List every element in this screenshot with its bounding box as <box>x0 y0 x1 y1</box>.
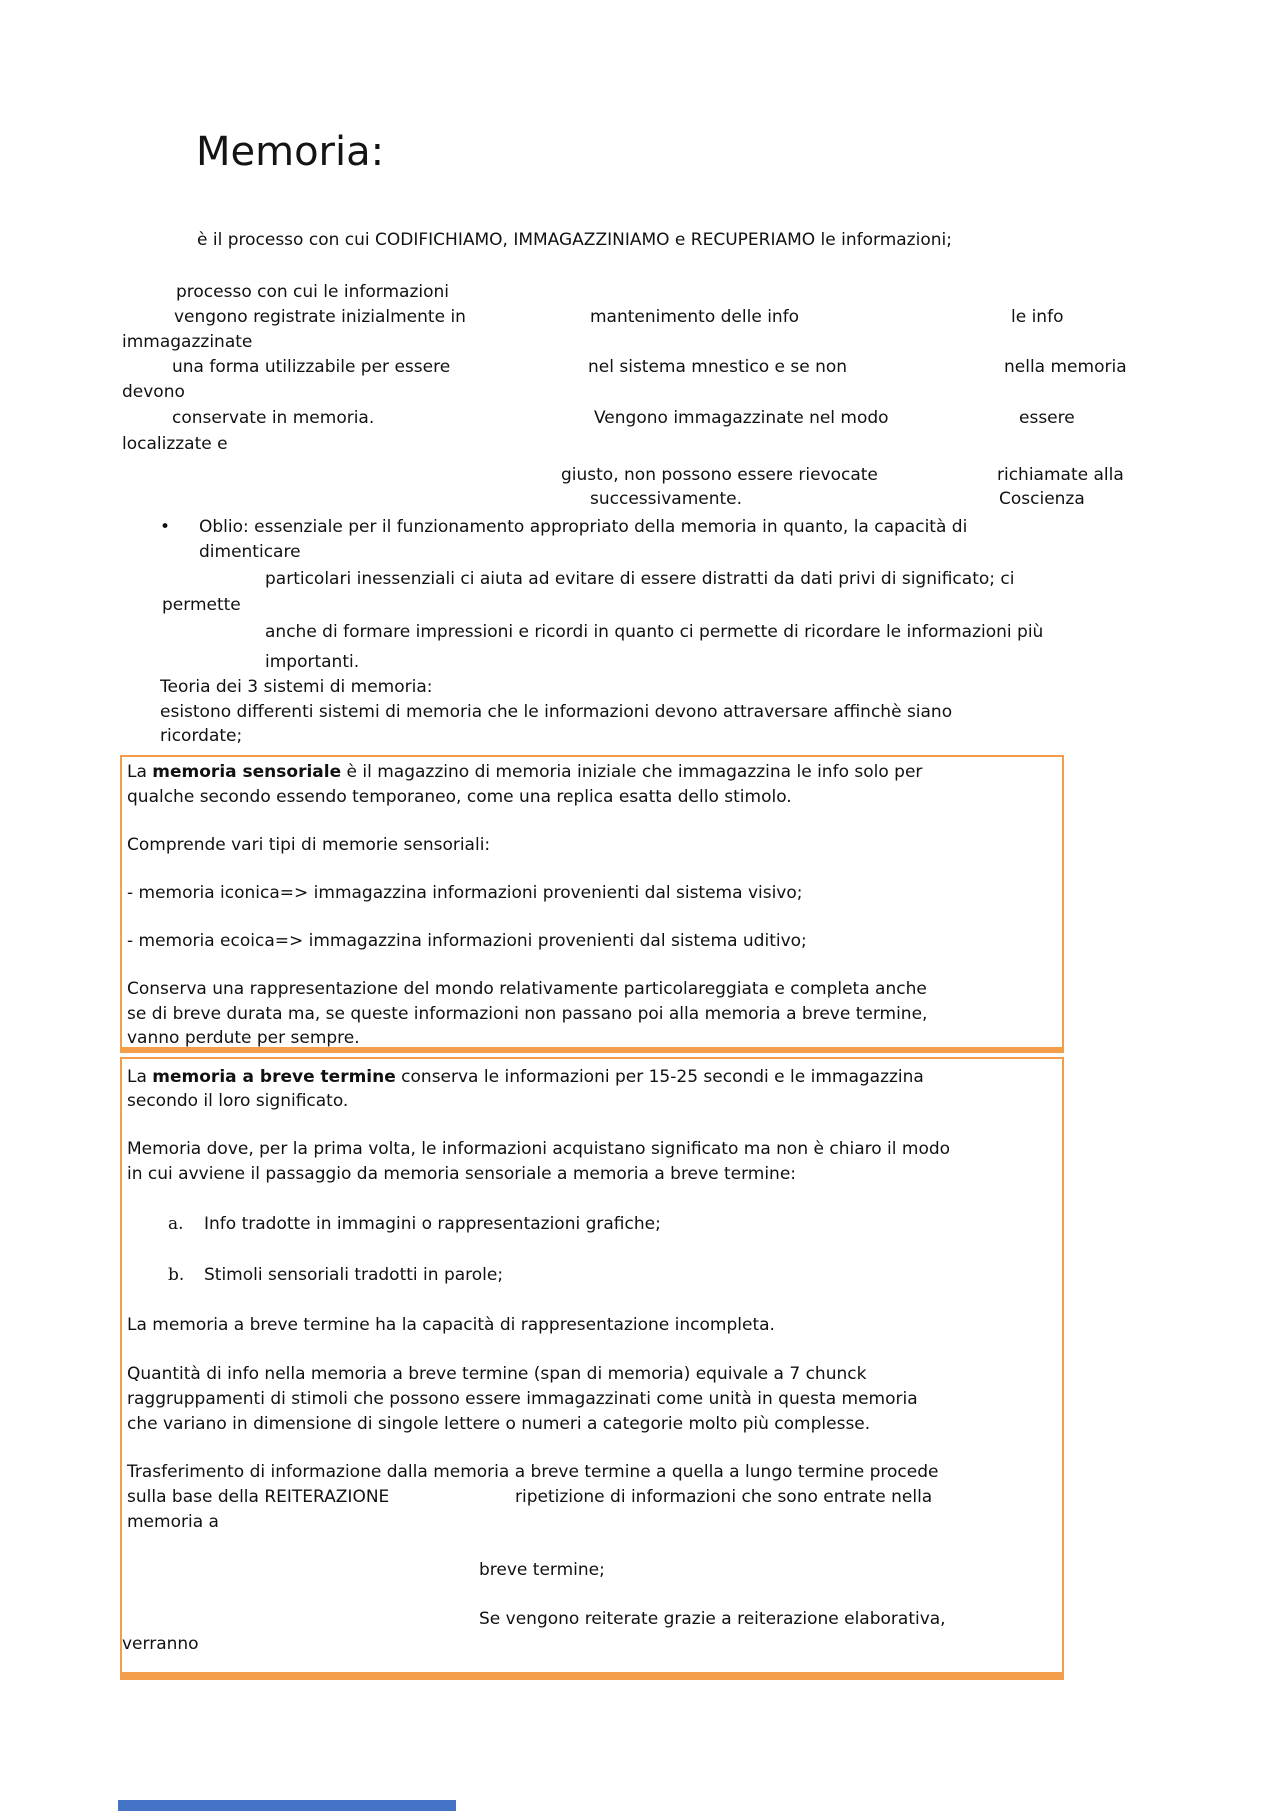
list-item-b: Stimoli sensoriali tradotti in parole; <box>204 1265 504 1285</box>
grid-cell: vengono registrate inizialmente in <box>174 307 466 327</box>
oblio-line: importanti. <box>265 652 360 672</box>
stm-text: conserva le informazioni per 15-25 secondi e le immagazzina <box>395 1067 924 1087</box>
oblio-line: permette <box>162 595 241 615</box>
grid-cell: essere <box>1019 408 1075 428</box>
teoria-line: Teoria dei 3 sistemi di memoria: <box>160 677 433 697</box>
sensory-line: qualche secondo essendo temporaneo, come una replica esatta dello stimolo. <box>127 787 792 807</box>
grid-cell: processo con cui le informazioni <box>176 282 449 302</box>
stm-line: memoria a <box>127 1512 219 1532</box>
grid-cell: devono <box>122 382 185 402</box>
list-marker-b: b. <box>168 1265 185 1285</box>
oblio-line: Oblio: essenziale per il funzionamento appropriato della memoria in quanto, la capacità di <box>199 517 968 537</box>
sensory-line: vanno perdute per sempre. <box>127 1028 360 1048</box>
stm-line: che variano in dimensione di singole lettere o numeri a categorie molto più complesse. <box>127 1414 871 1434</box>
sensory-line: - memoria iconica=> immagazzina informazioni provenienti dal sistema visivo; <box>127 883 803 903</box>
stm-line: sulla base della REITERAZIONE <box>127 1487 390 1507</box>
teoria-line: ricordate; <box>160 726 243 746</box>
stm-line: Quantità di info nella memoria a breve termine (span di memoria) equivale a 7 chunck <box>127 1364 867 1384</box>
oblio-line: dimenticare <box>199 542 301 562</box>
grid-cell: giusto, non possono essere rievocate <box>561 465 878 485</box>
grid-cell: nel sistema mnestico e se non <box>588 357 848 377</box>
grid-cell: nella memoria <box>1004 357 1127 377</box>
stm-line: raggruppamenti di stimoli che possono essere immagazzinati come unità in questa memoria <box>127 1389 918 1409</box>
list-item-a: Info tradotte in immagini o rappresentazioni grafiche; <box>204 1214 661 1234</box>
grid-cell: Coscienza <box>999 489 1085 509</box>
page-title: Memoria: <box>196 129 385 175</box>
stm-line: La memoria a breve termine ha la capacità di rappresentazione incompleta. <box>127 1315 775 1335</box>
grid-cell: richiamate alla <box>997 465 1124 485</box>
stm-line: secondo il loro significato. <box>127 1091 349 1111</box>
bullet-icon: • <box>160 517 171 537</box>
grid-cell: le info <box>1011 307 1064 327</box>
grid-cell: una forma utilizzabile per essere <box>172 357 451 377</box>
sensory-line <box>127 760 922 785</box>
list-marker-a: a. <box>168 1214 184 1234</box>
intro-line: è il processo con cui CODIFICHIAMO, IMMAGAZZINIAMO e RECUPERIAMO le informazioni; <box>197 230 952 250</box>
sensory-line: Comprende vari tipi di memorie sensoriali: <box>127 835 491 855</box>
sensory-line: Conserva una rappresentazione del mondo relativamente particolareggiata e completa anche <box>127 979 927 999</box>
bottom-blue-bar <box>118 1800 456 1811</box>
teoria-line: esistono differenti sistemi di memoria che le informazioni devono attraversare affinchè siano <box>160 702 953 722</box>
grid-cell: mantenimento delle info <box>590 307 800 327</box>
grid-cell: localizzate e <box>122 434 228 454</box>
sensory-text: La <box>127 762 153 782</box>
oblio-line: particolari inessenziali ci aiuta ad evitare di essere distratti da dati privi di significato; ci <box>265 569 1015 589</box>
sensory-line: - memoria ecoica=> immagazzina informazioni provenienti dal sistema uditivo; <box>127 931 807 951</box>
grid-cell: successivamente. <box>590 489 743 509</box>
stm-line: Se vengono reiterate grazie a reiterazione elaborativa, <box>479 1609 946 1629</box>
stm-line: in cui avviene il passaggio da memoria sensoriale a memoria a breve termine: <box>127 1164 797 1184</box>
sensory-bold-term: memoria sensoriale <box>152 762 342 782</box>
stm-line <box>127 1065 924 1090</box>
sensory-text: è il magazzino di memoria iniziale che immagazzina le info solo per <box>341 762 923 782</box>
oblio-line: anche di formare impressioni e ricordi in quanto ci permette di ricordare le informazioni più <box>265 622 1044 642</box>
stm-bold-term: memoria a breve termine <box>152 1067 396 1087</box>
grid-cell: Vengono immagazzinate nel modo <box>594 408 889 428</box>
stm-line: verranno <box>122 1634 199 1654</box>
grid-cell: conservate in memoria. <box>172 408 375 428</box>
grid-cell: immagazzinate <box>122 332 253 352</box>
sensory-line: se di breve durata ma, se queste informazioni non passano poi alla memoria a breve termine, <box>127 1004 928 1024</box>
stm-line: Memoria dove, per la prima volta, le informazioni acquistano significato ma non è chiaro il modo <box>127 1139 951 1159</box>
stm-text: La <box>127 1067 153 1087</box>
stm-line: ripetizione di informazioni che sono entrate nella <box>515 1487 933 1507</box>
stm-line: Trasferimento di informazione dalla memoria a breve termine a quella a lungo termine procede <box>127 1462 939 1482</box>
stm-line: breve termine; <box>479 1560 605 1580</box>
